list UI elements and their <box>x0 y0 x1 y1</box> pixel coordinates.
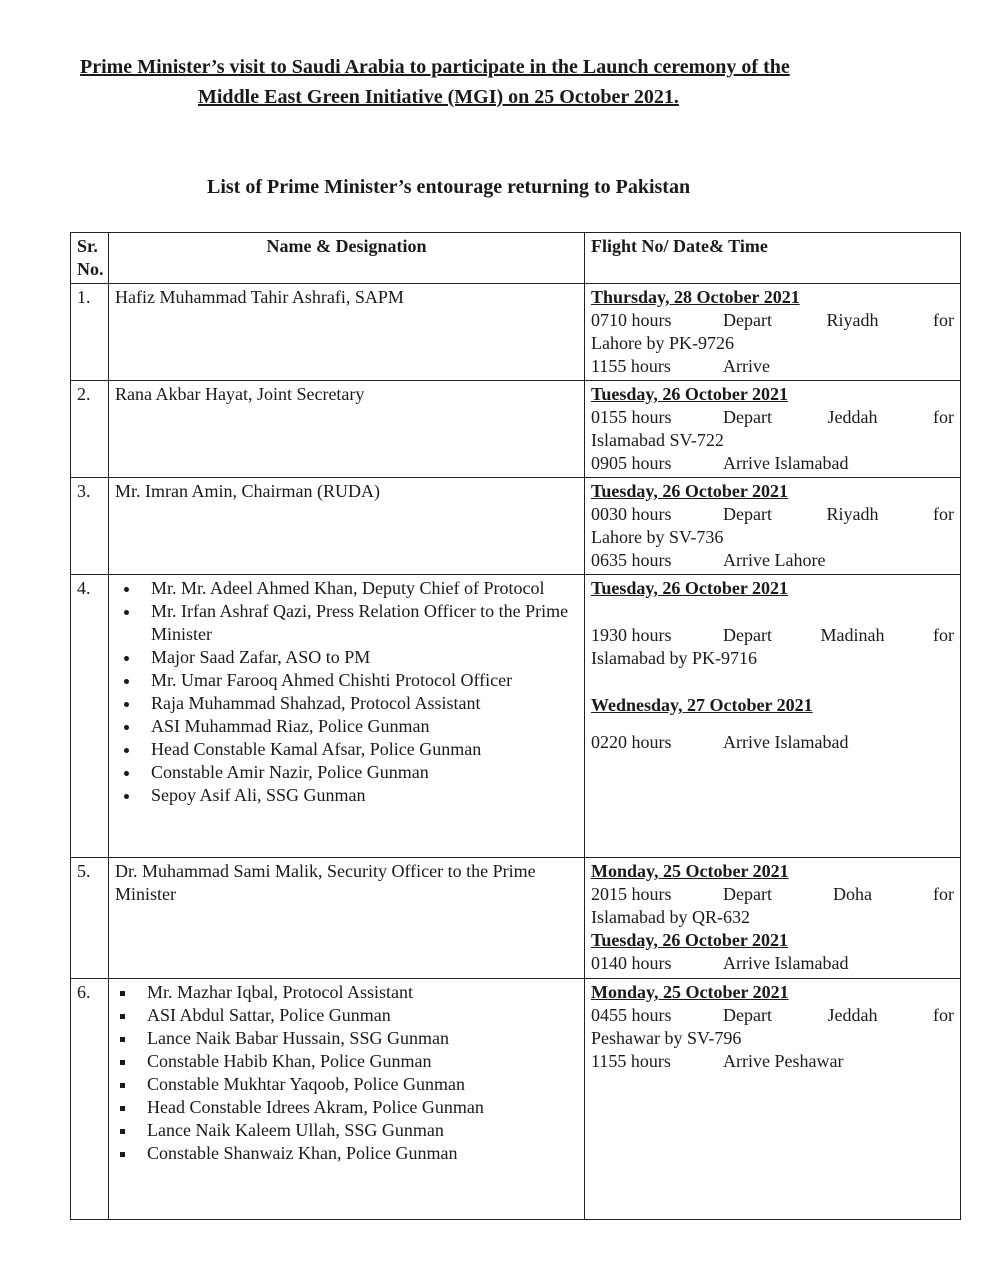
flight-day: Tuesday, 26 October 2021 <box>591 384 789 404</box>
table-row <box>71 858 961 979</box>
person-name: ▪ Constable Mukhtar Yaqoob, Police Gunman <box>137 1073 578 1096</box>
departure-leg <box>591 503 954 526</box>
person-name: • Sepoy Asif Ali, SSG Gunman <box>141 784 578 807</box>
arrival-time: 0635 hours <box>591 550 672 570</box>
row-sr: 4. <box>71 575 109 858</box>
arrival-text: Arrive Peshawar <box>723 1051 844 1071</box>
departure-time: 0710 hours <box>591 310 672 330</box>
person-list <box>115 981 578 1165</box>
depart-for: for <box>933 1005 954 1025</box>
header-name: Name & Designation <box>109 233 585 284</box>
document-subtitle: List of Prime Minister’s entourage returning to Pakistan <box>207 176 691 198</box>
arrival-text: Arrive <box>723 356 770 376</box>
depart-city: Madinah <box>820 625 885 645</box>
row-sr: 5. <box>71 858 109 979</box>
person-name: Dr. Muhammad Sami Malik, Security Officer to the Prime Minister <box>115 861 536 904</box>
depart-city: Riyadh <box>826 504 879 524</box>
arrival-time: 1155 hours <box>591 1051 671 1071</box>
departure-leg <box>591 309 954 332</box>
departure-leg <box>591 624 954 647</box>
person-list <box>115 577 578 807</box>
row-flight <box>585 478 961 575</box>
title-line-2: Middle East Green Initiative (MGI) on 25 October 2021. <box>198 86 679 108</box>
header-flight: Flight No/ Date& Time <box>585 233 961 284</box>
arrival-time: 0220 hours <box>591 732 672 752</box>
person-name: ▪ Constable Habib Khan, Police Gunman <box>137 1050 578 1073</box>
row-sr: 2. <box>71 381 109 478</box>
departure-route: Islamabad by QR-632 <box>591 907 750 927</box>
person-name: ▪ Constable Shanwaiz Khan, Police Gunman <box>137 1142 578 1165</box>
depart-city: Doha <box>832 884 872 904</box>
table-row <box>71 575 961 858</box>
arrival-time: 1155 hours <box>591 356 671 376</box>
depart-verb: Depart <box>723 625 772 645</box>
flight-day-2: Wednesday, 27 October 2021 <box>591 695 813 715</box>
departure-leg <box>591 1004 954 1027</box>
depart-for: for <box>932 310 954 330</box>
depart-city: Jeddah <box>827 407 878 427</box>
person-name: • Constable Amir Nazir, Police Gunman <box>141 761 578 784</box>
arrival-time: 0905 hours <box>591 453 672 473</box>
departure-leg <box>591 406 954 429</box>
departure-route: Lahore by SV-736 <box>591 527 724 547</box>
entourage-table <box>70 232 961 1220</box>
document-title <box>80 52 910 112</box>
table-row <box>71 478 961 575</box>
row-sr: 6. <box>71 979 109 1220</box>
person-name: • Raja Muhammad Shahzad, Protocol Assistant <box>141 692 578 715</box>
person-name: • Major Saad Zafar, ASO to PM <box>141 646 578 669</box>
departure-route: Islamabad by PK-9716 <box>591 648 757 668</box>
arrival-text: Arrive Islamabad <box>723 953 849 973</box>
person-name: Hafiz Muhammad Tahir Ashrafi, SAPM <box>115 287 404 307</box>
row-names <box>109 575 585 858</box>
depart-city: Riyadh <box>826 310 879 330</box>
row-names <box>109 478 585 575</box>
departure-time: 0155 hours <box>591 407 672 427</box>
depart-for: for <box>932 504 954 524</box>
person-name: ▪ ASI Abdul Sattar, Police Gunman <box>137 1004 578 1027</box>
person-name: • Head Constable Kamal Afsar, Police Gunman <box>141 738 578 761</box>
depart-verb: Depart <box>723 504 772 524</box>
arrival-leg <box>591 452 954 475</box>
arrival-leg <box>591 731 954 754</box>
arrival-leg <box>591 1050 954 1073</box>
table-row <box>71 284 961 381</box>
arrival-text: Arrive Lahore <box>723 550 826 570</box>
row-sr: 3. <box>71 478 109 575</box>
arrival-text: Arrive Islamabad <box>723 732 849 752</box>
departure-route: Islamabad SV-722 <box>591 430 724 450</box>
depart-for: for <box>933 625 954 645</box>
flight-day: Monday, 25 October 2021 <box>591 982 789 1002</box>
row-flight <box>585 979 961 1220</box>
flight-day: Tuesday, 26 October 2021 <box>591 481 789 501</box>
person-name: Mr. Imran Amin, Chairman (RUDA) <box>115 481 380 501</box>
depart-verb: Depart <box>723 884 772 904</box>
row-names <box>109 381 585 478</box>
depart-for: for <box>932 884 954 904</box>
person-name: Rana Akbar Hayat, Joint Secretary <box>115 384 365 404</box>
row-names <box>109 858 585 979</box>
person-name: • Mr. Mr. Adeel Ahmed Khan, Deputy Chief of Protocol <box>141 577 578 600</box>
depart-verb: Depart <box>723 407 772 427</box>
flight-day: Monday, 25 October 2021 <box>591 861 789 881</box>
flight-day: Thursday, 28 October 2021 <box>591 287 800 307</box>
depart-city: Jeddah <box>827 1005 878 1025</box>
person-name: ▪ Mr. Mazhar Iqbal, Protocol Assistant <box>137 981 578 1004</box>
departure-route: Peshawar by SV-796 <box>591 1028 742 1048</box>
header-sr: Sr. No. <box>71 233 109 284</box>
arrival-text: Arrive Islamabad <box>723 453 849 473</box>
table-header-row <box>71 233 961 284</box>
title-line-1: Prime Minister’s visit to Saudi Arabia to participate in the Launch ceremony of the <box>80 56 790 78</box>
flight-day-2: Tuesday, 26 October 2021 <box>591 930 789 950</box>
departure-route: Lahore by PK-9726 <box>591 333 734 353</box>
departure-leg <box>591 883 954 906</box>
row-flight <box>585 858 961 979</box>
departure-time: 0455 hours <box>591 1005 672 1025</box>
person-name: ▪ Lance Naik Babar Hussain, SSG Gunman <box>137 1027 578 1050</box>
row-flight <box>585 381 961 478</box>
depart-for: for <box>933 407 954 427</box>
depart-verb: Depart <box>723 1005 772 1025</box>
row-flight <box>585 284 961 381</box>
table-row <box>71 381 961 478</box>
arrival-leg <box>591 549 954 572</box>
arrival-leg <box>591 355 954 378</box>
row-names <box>109 284 585 381</box>
row-names <box>109 979 585 1220</box>
person-name: ▪ Head Constable Idrees Akram, Police Gunman <box>137 1096 578 1119</box>
arrival-time: 0140 hours <box>591 953 672 973</box>
person-name: • Mr. Umar Farooq Ahmed Chishti Protocol Officer <box>141 669 578 692</box>
person-name: ▪ Lance Naik Kaleem Ullah, SSG Gunman <box>137 1119 578 1142</box>
departure-time: 0030 hours <box>591 504 672 524</box>
arrival-leg <box>591 952 954 975</box>
flight-day: Tuesday, 26 October 2021 <box>591 578 789 598</box>
depart-verb: Depart <box>723 310 772 330</box>
row-sr: 1. <box>71 284 109 381</box>
departure-time: 1930 hours <box>591 625 672 645</box>
table-row <box>71 979 961 1220</box>
departure-time: 2015 hours <box>591 884 672 904</box>
person-name: • ASI Muhammad Riaz, Police Gunman <box>141 715 578 738</box>
person-name: • Mr. Irfan Ashraf Qazi, Press Relation Officer to the Prime Minister <box>141 600 578 646</box>
row-flight <box>585 575 961 858</box>
